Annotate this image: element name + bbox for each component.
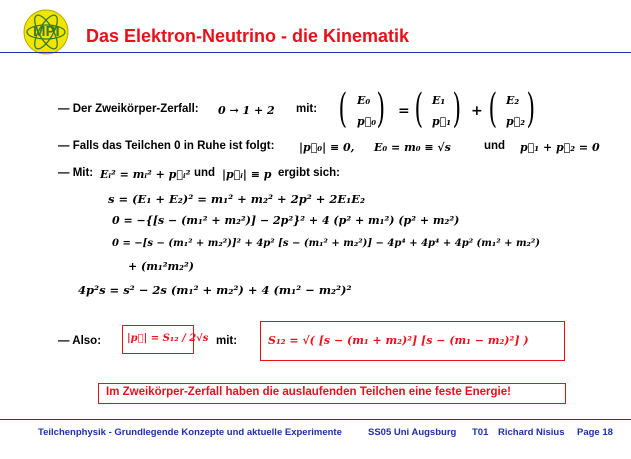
bullet-2-und: und xyxy=(484,140,506,152)
vector-1-right-paren: ) xyxy=(452,86,462,132)
equation-2: 0 = −{[s − (m₁² + m₂²)] − 2p²}² + 4 (p² + m₁²) (p² + m₂²) xyxy=(112,214,460,227)
bullet-2-math-2: E₀ = m₀ ≡ √s xyxy=(374,141,451,154)
vector-0-right-paren: ) xyxy=(376,86,386,132)
bullet-3-tail: ergibt sich: xyxy=(278,167,340,179)
bullet-2-label: — Falls das Teilchen 0 in Ruhe ist folgt: xyxy=(58,140,275,152)
plus-sign: + xyxy=(471,103,483,119)
header-rule xyxy=(0,52,631,53)
conclusion-text: Im Zweikörper-Zerfall haben die auslaufenden Teilchen eine feste Energie! xyxy=(106,386,511,398)
equation-3: 0 = −[s − (m₁² + m₂²)]² + 4p² [s − (m₁² + m₂²)] − 4p⁴ + 4p⁴ + 4p² (m₁² + m₂²) xyxy=(112,238,541,249)
s12-formula: S₁₂ = √( [s − (m₁ + m₂)²] [s − (m₁ − m₂)²] ) xyxy=(268,334,529,347)
footer-author: Richard Nisius xyxy=(498,427,565,438)
vector-1-left-paren: ( xyxy=(414,86,424,132)
equation-3-continued: + (m₁²m₂²) xyxy=(128,260,195,273)
page-title: Das Elektron-Neutrino - die Kinematik xyxy=(86,26,410,46)
footer-course: Teilchenphysik - Grundlegende Konzepte und aktuelle Experimente xyxy=(38,427,342,438)
bullet-1-mit: mit: xyxy=(296,103,318,115)
equals-sign: = xyxy=(398,103,410,119)
bullet-2-math-3: p⃗₁ + p⃗₂ = 0 xyxy=(520,141,600,154)
bullet-3-label: — Mit: xyxy=(58,167,94,179)
vector-1-top: E₁ xyxy=(432,94,446,107)
vector-0-left-paren: ( xyxy=(338,86,348,132)
logo-text: MPI xyxy=(33,23,60,40)
footer-tag: T01 xyxy=(472,427,489,438)
p-formula: |p⃗| = S₁₂ / 2√s xyxy=(127,333,209,344)
footer-semester: SS05 Uni Augsburg xyxy=(368,427,457,438)
bullet-3-math-1: Eᵢ² = mᵢ² + p⃗ᵢ² xyxy=(100,168,191,181)
bullet-3-und: und xyxy=(194,167,216,179)
mit-label: mit: xyxy=(216,335,238,347)
also-label: — Also: xyxy=(58,335,102,347)
bullet-3-math-2: |p⃗ᵢ| ≡ p xyxy=(222,168,272,181)
equation-4: 4p²s = s² − 2s (m₁² + m₂²) + 4 (m₁² − m₂²)² xyxy=(78,283,352,297)
vector-1-bottom: p⃗₁ xyxy=(432,115,452,128)
vector-0-bottom: p⃗₀ xyxy=(357,115,377,128)
bullet-1-label: — Der Zweikörper-Zerfall: xyxy=(58,103,199,115)
vector-2-left-paren: ( xyxy=(488,86,498,132)
bullet-1-math: 0 → 1 + 2 xyxy=(218,104,275,117)
vector-0-top: E₀ xyxy=(357,94,371,107)
footer-rule xyxy=(0,419,631,420)
mpi-logo xyxy=(22,8,70,56)
bullet-2-math-1: |p⃗₀| ≡ 0, xyxy=(299,141,355,154)
vector-2-right-paren: ) xyxy=(526,86,536,132)
vector-2-top: E₂ xyxy=(506,94,520,107)
vector-2-bottom: p⃗₂ xyxy=(506,115,526,128)
equation-1: s = (E₁ + E₂)² = m₁² + m₂² + 2p² + 2E₁E₂ xyxy=(108,192,366,206)
footer-page: Page 18 xyxy=(577,427,613,438)
